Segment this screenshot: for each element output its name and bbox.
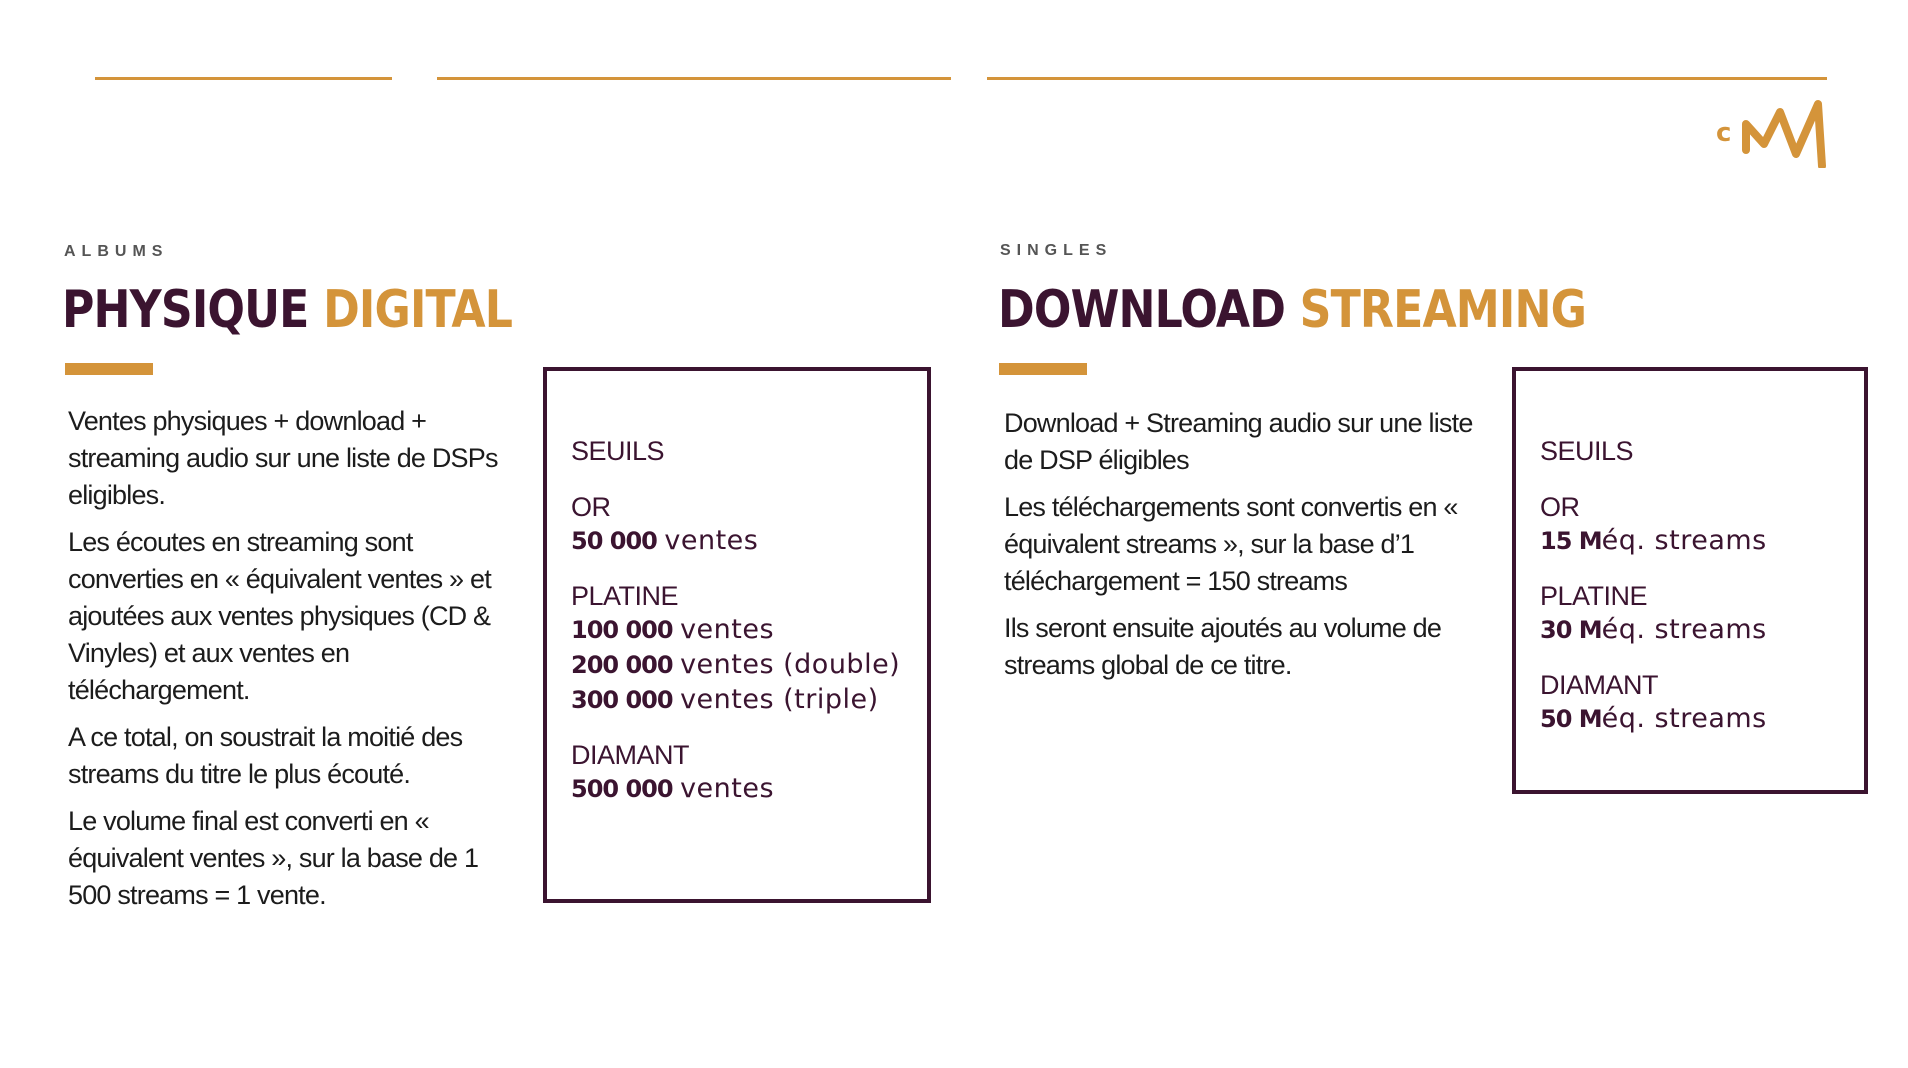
tier-label: DIAMANT bbox=[571, 740, 689, 770]
tier-value: 300 000 ventes (triple) bbox=[571, 684, 879, 715]
tier-value: 15 Méq. streams bbox=[1540, 525, 1767, 556]
albums-paragraph: Ventes physiques + download + streaming audio sur une liste de DSPs eligibles. bbox=[68, 406, 498, 510]
cnm-logo-c: c bbox=[1716, 118, 1732, 148]
tier-label: PLATINE bbox=[1540, 581, 1648, 611]
tier-value: 200 000 ventes (double) bbox=[571, 649, 901, 680]
albums-title-digital: DIGITAL bbox=[323, 280, 513, 340]
tier-value: 30 Méq. streams bbox=[1540, 614, 1767, 645]
singles-title-streaming: STREAMING bbox=[1299, 280, 1587, 340]
top-divider-3 bbox=[987, 77, 1827, 80]
tier-label: DIAMANT bbox=[1540, 670, 1658, 700]
top-divider-2 bbox=[437, 77, 951, 80]
singles-tier-or bbox=[1540, 491, 1767, 558]
singles-thresholds-content bbox=[1540, 435, 1767, 758]
singles-accent-bar bbox=[999, 363, 1087, 375]
albums-title bbox=[62, 280, 513, 340]
singles-tier-platine bbox=[1540, 580, 1767, 647]
singles-tier-diamant bbox=[1540, 669, 1767, 736]
top-divider-1 bbox=[95, 77, 392, 80]
singles-paragraph: Ils seront ensuite ajoutés au volume de streams global de ce titre. bbox=[1004, 613, 1442, 680]
singles-paragraph: Download + Streaming audio sur une liste de DSP éligibles bbox=[1004, 408, 1473, 475]
albums-accent-bar bbox=[65, 363, 153, 375]
tier-value: 100 000 ventes bbox=[571, 614, 775, 645]
singles-description bbox=[1004, 405, 1494, 694]
cnm-logo-mark-icon bbox=[1742, 96, 1828, 168]
albums-seuils-heading: SEUILS bbox=[571, 436, 665, 466]
tier-label: OR bbox=[1540, 492, 1580, 522]
albums-thresholds-content bbox=[571, 435, 900, 828]
tier-label: OR bbox=[571, 492, 611, 522]
tier-value: 500 000 ventes bbox=[571, 773, 775, 804]
albums-tier-or bbox=[571, 491, 900, 558]
cnm-logo bbox=[1716, 96, 1828, 168]
singles-title-download: DOWNLOAD bbox=[998, 280, 1286, 340]
singles-seuils-heading: SEUILS bbox=[1540, 436, 1634, 466]
albums-tier-diamant bbox=[571, 739, 900, 806]
albums-tier-platine bbox=[571, 580, 900, 717]
albums-paragraph: Le volume final est converti en « équivalent ventes », sur la base de 1 500 streams = 1 vente. bbox=[68, 806, 479, 910]
albums-paragraph: A ce total, on soustrait la moitié des streams du titre le plus écouté. bbox=[68, 722, 463, 789]
albums-description bbox=[68, 403, 498, 924]
tier-value: 50 Méq. streams bbox=[1540, 703, 1767, 734]
singles-paragraph: Les téléchargements sont convertis en « équivalent streams », sur la base d’1 téléchargement = 150 streams bbox=[1004, 492, 1458, 596]
singles-thresholds-box bbox=[1512, 367, 1868, 794]
albums-paragraph: Les écoutes en streaming sont converties en « équivalent ventes » et ajoutées aux ventes physiques (CD & Vinyles) et aux ventes en téléchargement. bbox=[68, 527, 491, 705]
albums-eyebrow: ALBUMS bbox=[64, 243, 169, 260]
singles-eyebrow: SINGLES bbox=[1000, 242, 1113, 259]
singles-title bbox=[998, 280, 1587, 340]
albums-thresholds-box bbox=[543, 367, 931, 903]
albums-title-physique: PHYSIQUE bbox=[62, 280, 309, 340]
tier-value: 50 000 ventes bbox=[571, 525, 759, 556]
tier-label: PLATINE bbox=[571, 581, 679, 611]
